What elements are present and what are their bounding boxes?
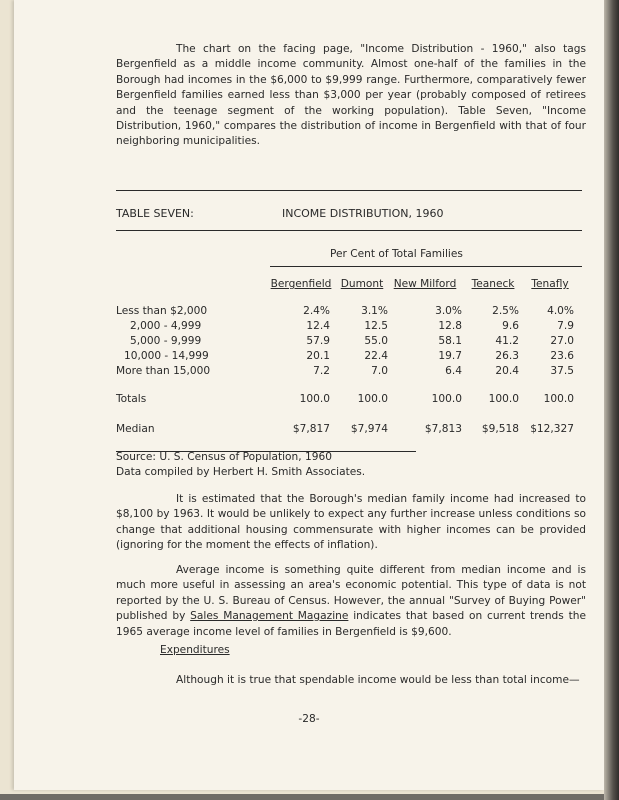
paragraph-4: Although it is true that spendable income would be less than total income— [176, 674, 580, 686]
table-cell: 2.4% [303, 305, 330, 317]
table-cell: 9.6 [502, 320, 519, 332]
section-heading: Expenditures [160, 644, 230, 656]
table-cell: 41.2 [495, 335, 519, 347]
table-cell: 27.0 [550, 335, 574, 347]
median-cell: $12,327 [530, 423, 574, 435]
totals-cell: 100.0 [543, 393, 574, 405]
column-header: New Milford [393, 278, 457, 290]
totals-cell: 100.0 [431, 393, 462, 405]
table-cell: 58.1 [438, 335, 462, 347]
median-label: Median [116, 423, 155, 435]
table-cell: 23.6 [550, 350, 574, 362]
table-cell: 2.5% [492, 305, 519, 317]
magazine-title: Sales Management Magazine [190, 610, 349, 623]
table-cell: 3.0% [435, 305, 462, 317]
row-label: More than 15,000 [116, 365, 211, 377]
table-cell: 12.8 [438, 320, 462, 332]
paragraph-2: It is estimated that the Borough's median family income had increased to $8,100 by 1963. It would be unlikely to expect any further increase unless conditions so change that additional housing commensurate with higher incomes can be provided (ignoring for the moment the effects of inflation). [116, 493, 586, 552]
column-header: Dumont [340, 278, 384, 290]
table-title-rule [116, 230, 582, 231]
totals-label: Totals [116, 393, 147, 405]
table-title: INCOME DISTRIBUTION, 1960 [282, 207, 444, 220]
row-label: 2,000 - 4,999 [130, 320, 202, 332]
document-page [14, 0, 604, 790]
compiled-line: Data compiled by Herbert H. Smith Associates. [116, 466, 366, 478]
totals-cell: 100.0 [357, 393, 388, 405]
paragraph-3-text-a: Average income is something quite different from median income and is much more useful in assessing an area's economic potential. This type of data is not reported by the U. S. Bureau of Census. However, the annual "Survey of Buying Power" published by [116, 564, 586, 623]
column-header: Bergenfield [270, 278, 332, 290]
row-label: Less than $2,000 [116, 305, 208, 317]
binding-shadow [604, 0, 619, 800]
table-cell: 22.4 [364, 350, 388, 362]
table-cell: 7.0 [371, 365, 388, 377]
median-cell: $7,817 [292, 423, 330, 435]
table-cell: 20.4 [495, 365, 519, 377]
median-cell: $9,518 [481, 423, 519, 435]
totals-cell: 100.0 [488, 393, 519, 405]
table-cell: 57.9 [306, 335, 330, 347]
table-top-rule [116, 190, 582, 191]
table-cell: 7.2 [313, 365, 330, 377]
median-cell: $7,974 [350, 423, 388, 435]
table-label: TABLE SEVEN: [116, 207, 194, 220]
table-cell: 3.1% [361, 305, 388, 317]
table-cell: 12.4 [306, 320, 330, 332]
source-line: Source: U. S. Census of Population, 1960 [116, 451, 332, 463]
row-label: 10,000 - 14,999 [124, 350, 209, 362]
group-header-rule [270, 266, 582, 267]
row-label: 5,000 - 9,999 [130, 335, 202, 347]
median-cell: $7,813 [424, 423, 462, 435]
table-group-header: Per Cent of Total Families [330, 248, 463, 260]
column-header: Teaneck [471, 278, 515, 290]
table-cell: 37.5 [550, 365, 574, 377]
table-cell: 55.0 [364, 335, 388, 347]
table-cell: 7.9 [557, 320, 574, 332]
table-cell: 20.1 [306, 350, 330, 362]
table-cell: 6.4 [445, 365, 462, 377]
table-cell: 4.0% [547, 305, 574, 317]
table-cell: 12.5 [364, 320, 388, 332]
paragraph-3 [116, 563, 586, 640]
column-header: Tenafly [531, 278, 569, 290]
totals-cell: 100.0 [299, 393, 330, 405]
intro-paragraph: The chart on the facing page, "Income Distribution - 1960," also tags Bergenfield as a middle income community. Almost one-half of the families in the Borough had incomes in the $6,000 to $9,999 range. Furthermore, comparatively fewer Bergenfield families earned less than $3,000 per year (probably composed of retirees and the teenage segment of the working population). Table Seven, "Income Distribution, 1960," compares the distribution of income in Bergenfield with that of four neighboring municipalities. [116, 43, 586, 148]
page-number: -28- [298, 713, 320, 725]
table-cell: 26.3 [495, 350, 519, 362]
paragraph-3-text-b: indicates that based on current trends the 1965 average income level of families in Bergenfield is $9,600. [116, 610, 586, 638]
table-cell: 19.7 [438, 350, 462, 362]
